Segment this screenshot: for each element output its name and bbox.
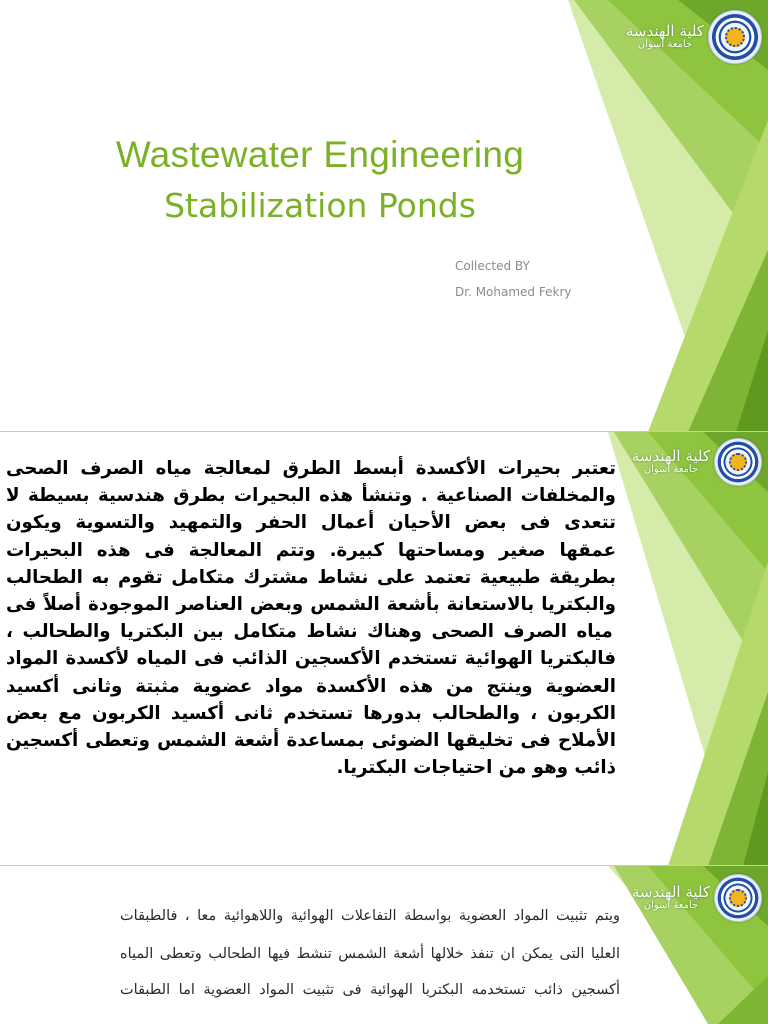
institution-logo <box>632 438 762 486</box>
scanned-text-line: أكسجين ذائب تستخدمه البكتريا الهوائية فى تثبيت المواد العضوية اما الطبقات <box>120 982 620 998</box>
title-slide <box>0 0 768 432</box>
text-line: والتمهيد والتسوية ويكون عمقها صغير ومساحتها كبيرة. <box>6 512 616 561</box>
text-line: الصحى والمخلفات الصناعية . وتنشأ هذه البحيرات بطرق <box>6 458 616 507</box>
text-line: الصرف الصحى وهناك نشاط متكامل بين البكتريا والطحالب ، <box>6 621 567 643</box>
text-line: نشاط مشترك متكامل تقوم به الطحالب والبكتريا بالاستعانة <box>6 566 616 616</box>
institution-logo <box>632 874 762 922</box>
faculty-name: كلية الهندسة <box>631 882 710 901</box>
institution-wordmark <box>631 882 710 911</box>
university-seal-icon <box>708 10 762 64</box>
university-seal-icon <box>714 874 762 922</box>
collected-by-label: Collected BY <box>455 259 530 273</box>
text-line: فالبكتريا الهوائية تستخدم الأكسجين الذائب فى المياه <box>129 648 616 670</box>
text-line: هندسية بسيطة لا تتعدى فى بعض الأحيان أعمال الحفر <box>6 485 616 534</box>
text-line: بأشعة الشمس وبعض العناصر الموجودة أصلاً فى مياه <box>6 594 613 643</box>
university-seal-icon <box>714 438 762 486</box>
university-name: جامعة أسوان <box>637 38 693 50</box>
faculty-name: كلية الهندسة <box>625 21 704 40</box>
institution-wordmark <box>631 446 710 475</box>
university-name: جامعة أسوان <box>643 463 699 475</box>
green-geometric-decoration <box>608 432 768 866</box>
slide-title: Wastewater Engineering <box>115 134 525 175</box>
text-line: تعتبر بحيرات الأكسدة أبسط الطرق لمعالجة مياه الصرف <box>68 458 616 479</box>
text-line: وتتم المعالجة فى هذه البحيرات بطريقة طبيعية تعتمد على <box>6 539 616 588</box>
text-line: ثانى أكسيد الكربون مع بعض الأملاح فى تخليقها الضوئى <box>6 702 616 752</box>
arabic-text-slide <box>0 432 768 866</box>
arabic-paragraph <box>6 455 616 781</box>
scanned-text-line: العليا التى يمكن ان تنفذ خلالها أشعة الشمس تنشط فيها الطحالب وتعطى المياه <box>120 946 620 962</box>
institution-logo <box>626 10 762 64</box>
institution-wordmark <box>625 21 704 50</box>
university-name: جامعة أسوان <box>643 899 699 911</box>
faculty-name: كلية الهندسة <box>631 446 710 465</box>
author-name: Dr. Mohamed Fekry <box>455 285 572 299</box>
text-line: مثبتة وثانى أكسيد الكربون ، والطحالب بدورها تستخدم <box>6 675 616 724</box>
text-line: لأكسدة المواد العضوية وينتج من هذه الأكسدة مواد عضوية <box>6 648 616 697</box>
scanned-arabic-slide <box>0 866 768 1024</box>
scanned-text-line: ويتم تثبيت المواد العضوية بواسطة التفاعلات الهوائية واللاهوائية معا ، فالطبقات <box>120 908 620 924</box>
text-line: احتياجات البكتريا. <box>336 757 493 779</box>
text-line: بمساعدة أشعة الشمس وتعطى أكسجين ذائب وهو من <box>6 730 616 779</box>
slide-subtitle: Stabilization Ponds <box>164 186 476 225</box>
